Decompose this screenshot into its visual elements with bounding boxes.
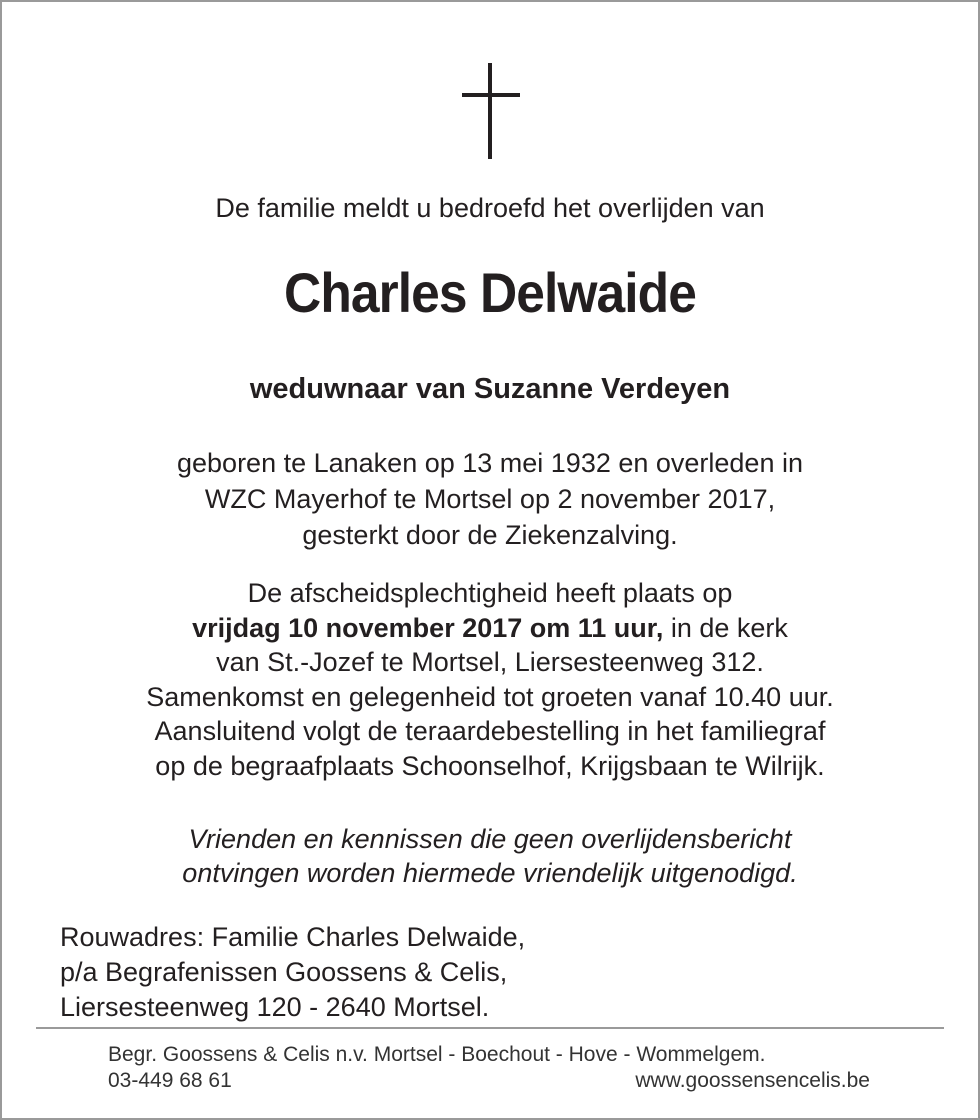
spouse-line: weduwnaar van Suzanne Verdeyen [249,373,731,405]
phone-number: 03-449 68 61 [108,1069,232,1092]
ceremony-line-5: Aansluitend volgt de teraardebestelling in het familiegraf [154,716,826,747]
ceremony-line-1: De afscheidsplechtigheid heeft plaats op [247,578,733,608]
address-line-2: p/a Begrafenissen Goossens & Celis, [60,957,508,987]
website-link: www.goossensencelis.be [635,1069,870,1092]
invite-line-2: ontvingen worden hiermede vriendelijk uitgenodigd. [182,858,798,888]
deceased-name: Charles Delwaide [284,261,696,324]
ceremony-details [0,576,980,784]
address-line-3: Liersesteenweg 120 - 2640 Mortsel. [60,992,490,1022]
cross-horizontal-bar [462,93,520,97]
invitation-text [0,822,980,890]
born-line-2: WZC Mayerhof te Mortsel op 2 november 2017, [204,484,776,514]
footer-contact [108,1068,870,1094]
ceremony-line-3: van St.-Jozef te Mortsel, Liersesteenweg 312. [216,647,764,678]
born-line-3: gesterkt door de Ziekenzalving. [302,520,678,550]
address-line-1: Rouwadres: Familie Charles Delwaide, [60,922,526,952]
mourning-address [60,920,525,1025]
ceremony-line-2 [0,611,980,646]
funeral-company: Begr. Goossens & Celis n.v. Mortsel - Boechout - Hove - Wommelgem. [108,1043,766,1066]
ceremony-date-time: vrijdag 10 november 2017 om 11 uur, [192,612,664,643]
ceremony-line-4: Samenkomst en gelegenheid tot groeten vanaf 10.40 uur. [146,681,834,712]
ceremony-line-6: op de begraafplaats Schoonselhof, Krijgsbaan te Wilrijk. [155,750,825,781]
footer-divider [36,1027,944,1029]
cross-vertical-bar [488,63,492,159]
ceremony-location-start: in de kerk [663,612,788,643]
intro-text: De familie meldt u bedroefd het overlijden van [215,193,765,223]
born-line-1: geboren te Lanaken op 13 mei 1932 en overleden in [177,448,803,478]
invite-line-1: Vrienden en kennissen die geen overlijdensbericht [188,824,792,854]
birth-death-details [0,445,980,553]
cross-icon [462,63,520,159]
